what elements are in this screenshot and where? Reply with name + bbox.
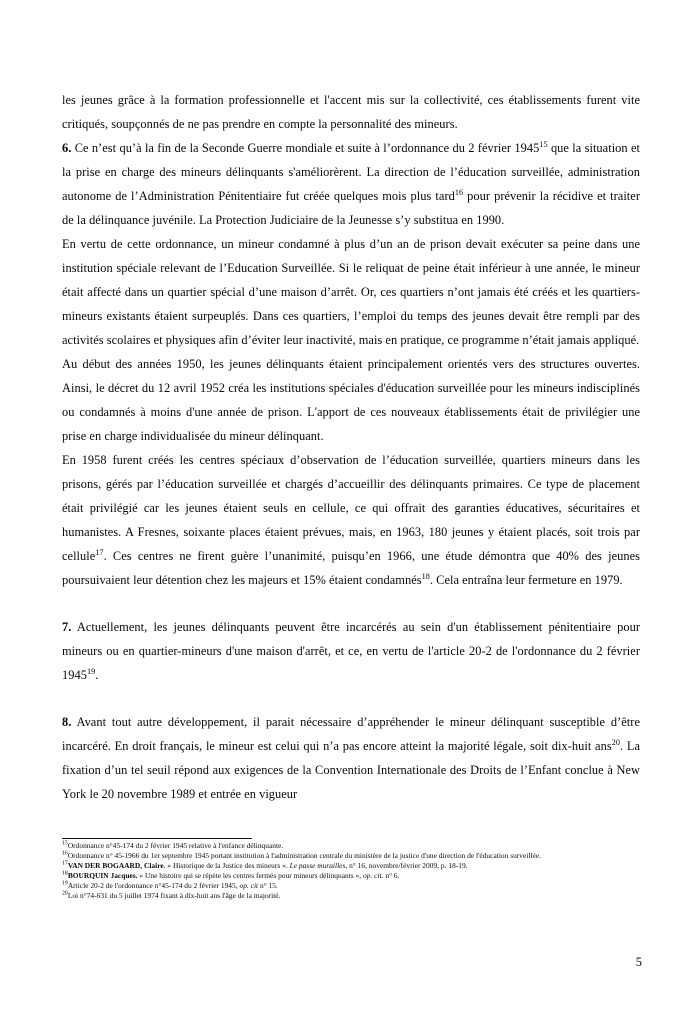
- paragraph-1958: [62, 448, 640, 592]
- footnote-separator-rule: [62, 838, 252, 839]
- footnote-text-after: , n° 16, novembre/février 2009, p. 18-19.: [345, 861, 468, 870]
- footnote-15: [62, 841, 640, 851]
- paragraph-text: En vertu de cette ordonnance, un mineur condamné à plus d’un an de prison devait exécuter sa peine dans une institution spéciale relevant de l’Education Surveillée. Si le reliquat de peine était inférieur à une année, le mineur était affecté dans un quartier spécial d’une maison d’arrêt. Or, ces quartiers n’ont jamais été créés et les quartiers-mineurs existants étaient surpeuplés. Dans ces quartiers, l’emploi du temps des jeunes devait être rempli par des activités scolaires et physiques afin d’éviter leur inactivité, mais en pratique, ce programme n’était jamais appliqué.: [62, 237, 640, 347]
- paragraph-text-part2: .: [95, 668, 99, 682]
- footnote-number: 16: [62, 850, 68, 857]
- footnote-number: 17: [62, 860, 68, 867]
- paragraph-continuation: [62, 88, 640, 136]
- footnote-ref-19[interactable]: 19: [86, 666, 96, 676]
- page-number: 5: [635, 955, 642, 969]
- footnote-text-before: « Une histoire qui se répète les centres fermés pour mineurs délinquants »,: [137, 871, 364, 880]
- paragraph-6: [62, 136, 640, 232]
- paragraph-text-part3: . Cela entraîna leur fermeture en 1979.: [429, 573, 623, 587]
- footnote-number: 18: [62, 870, 68, 877]
- paragraph-text: les jeunes grâce à la formation professionnelle et l'accent mis sur la collectivité, ces établissements furent vite critiqués, soupçonnés de ne pas prendre en compte la personnalité des mineurs.: [62, 93, 640, 131]
- paragraph-1950: [62, 352, 640, 448]
- footnote-text-before: Article 20-2 de l'ordonnance n°45-174 du 2 février 1945,: [67, 881, 240, 890]
- document-body: [62, 88, 640, 806]
- paragraph-number: 8.: [62, 715, 72, 729]
- footnote-italic-title: op. cit: [239, 881, 259, 890]
- paragraph-text: Au début des années 1950, les jeunes délinquants étaient principalement orientés vers des structures ouvertes. Ainsi, le décret du 12 avril 1952 créa les institutions spéciales d'éducation surveillée pour les mineurs indisciplinés ou condamnés à moins d'une année de prison. L'apport de ces nouveaux établissements était de privilégier une prise en charge individualisée du mineur délinquant.: [62, 357, 640, 443]
- footnote-ref-20[interactable]: 20: [611, 737, 620, 747]
- footnote-18: [62, 871, 640, 881]
- paragraph-text-part3: pour prévenir la récidive et traiter de la délinquance juvénile. La Protection Judiciaire de la Jeunesse s’y substitua en 1990.: [62, 189, 640, 227]
- footnote-text: Loi n°74-631 du 5 juillet 1974 fixant à dix-huit ans l'âge de la majorité.: [67, 891, 281, 900]
- footnote-number: 20: [62, 890, 68, 897]
- footnote-ref-15[interactable]: 15: [539, 139, 548, 149]
- paragraph-text-part1: Ce n’est qu’à la fin de la Seconde Guerre mondiale et suite à l’ordonnance du 2 février 1945: [71, 141, 540, 155]
- paragraph-text-part1: Actuellement, les jeunes délinquants peuvent être incarcérés au sein d'un établissement pénitentiaire pour mineurs ou en quartier-mineurs d'une maison d'arrêt, et ce, en vertu de l'article 20-2 de l'ordonnance du 2 février 1945: [62, 620, 640, 682]
- footnote-text-after: n° 15.: [258, 881, 278, 890]
- footnote-author: BOURQUIN Jacques.: [67, 871, 138, 880]
- paragraph-text-part1: En 1958 furent créés les centres spéciaux d’observation de l’éducation surveillée, quartiers mineurs dans les prisons, gérés par l’éducation surveillée et chargés d’accueillir des délinquants primaires. Ce type de placement était privilégié car les jeunes étaient seuls en cellule, ce qui offrait des garanties éducatives, sécuritaires et humanistes. A Fresnes, soixante places étaient prévues, mais, en 1963, 180 jeunes y étaient placés, soit trois par cellule: [62, 453, 640, 563]
- footnote-ref-16[interactable]: 16: [454, 187, 464, 197]
- footnote-author: VAN DER BOGAARD, Claire: [67, 861, 164, 870]
- footnote-17: [62, 861, 640, 871]
- footnote-text-after: n° 6.: [383, 871, 400, 880]
- footnote-ref-17[interactable]: 17: [95, 547, 104, 557]
- footnote-text: Ordonnance n° 45-1966 du 1er septembre 1945 portant institution à l'administration centrale du ministère de la justice d'une direction de l'éducation surveillée.: [67, 851, 541, 860]
- paragraph-number: 7.: [62, 620, 72, 634]
- footnote-20: [62, 891, 640, 901]
- footnote-number: 19: [62, 880, 68, 887]
- paragraph-ordonnance: [62, 232, 640, 352]
- footnote-19: [62, 881, 640, 891]
- footnotes-section: [62, 838, 640, 901]
- footnote-italic-title: op. cit.: [363, 871, 384, 880]
- paragraph-8: [62, 710, 640, 806]
- footnote-number: 15: [62, 840, 68, 847]
- footnote-italic-title: Le passe murailles: [289, 861, 346, 870]
- footnote-ref-18[interactable]: 18: [421, 571, 430, 581]
- paragraph-text-part1: Avant tout autre développement, il parait nécessaire d’appréhender le mineur délinquant susceptible d’être incarcéré. En droit français, le mineur est celui qui n’a pas encore atteint la majorité légale, soit dix-huit ans: [62, 715, 640, 753]
- paragraph-text-part2: que la situation et la prise en charge des mineurs délinquants s'améliorèrent. La direction de l’éducation surveillée, administration autonome de l’Administration Pénitentiaire fut créée quelques mois plus tard: [62, 141, 640, 203]
- paragraph-text-part2: . La fixation d’un tel seuil répond aux exigences de la Convention Internationale des Droits de l’Enfant conclue à New York le 20 novembre 1989 et entrée en vigueur: [62, 739, 640, 801]
- footnote-text-before: . « Historique de la Justice des mineurs ».: [163, 861, 290, 870]
- footnote-text: Ordonnance n°45-174 du 2 février 1945 relative à l'enfance délinquante.: [67, 841, 284, 850]
- paragraph-7: [62, 615, 640, 687]
- paragraph-number: 6.: [62, 141, 72, 155]
- footnote-16: [62, 851, 640, 861]
- paragraph-text-part2: . Ces centres ne firent guère l’unanimité, puisqu’en 1966, une étude démontra que 40% des jeunes poursuivaient leur détention chez les majeurs et 15% étaient condamnés: [62, 549, 640, 587]
